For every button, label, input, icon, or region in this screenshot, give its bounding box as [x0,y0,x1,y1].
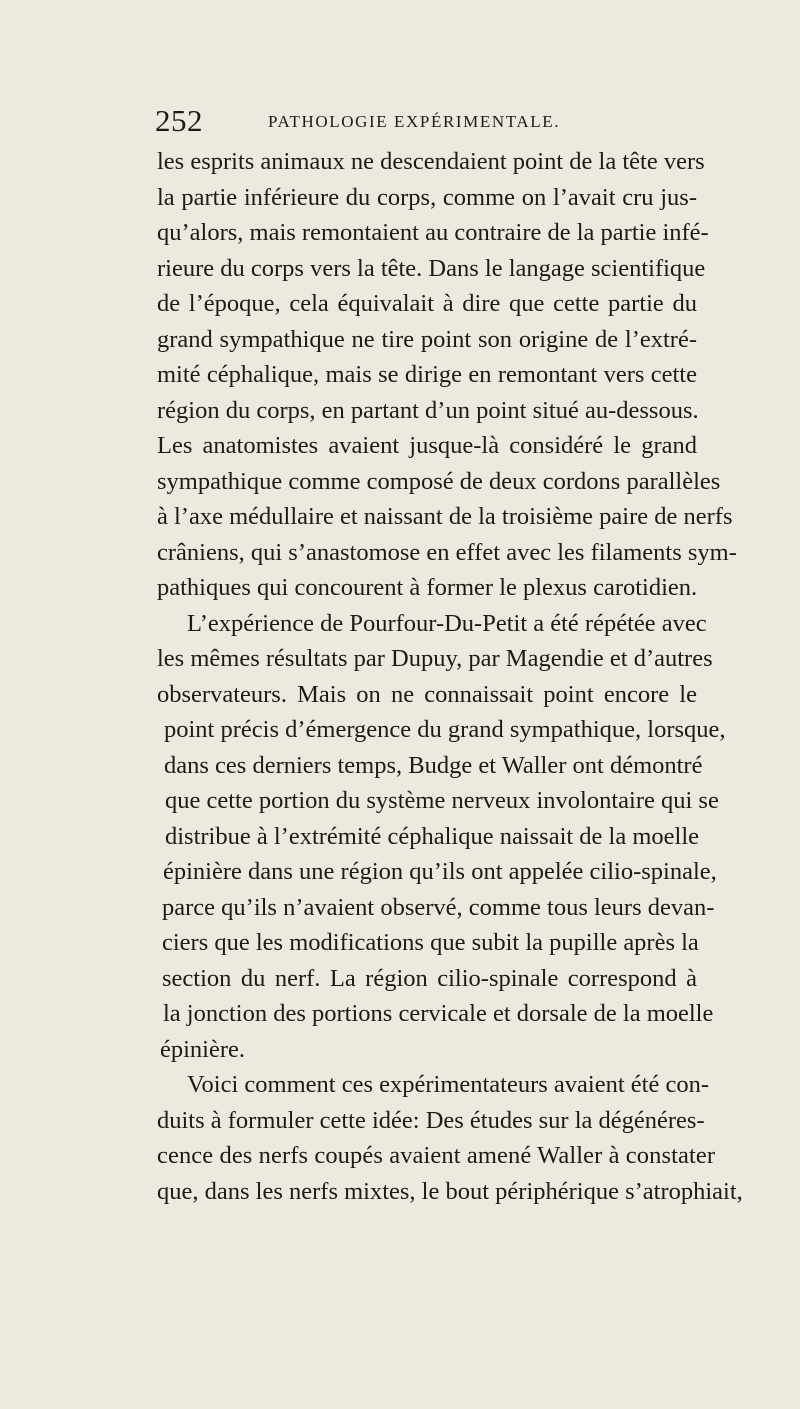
text-line: section du nerf. La région cilio-spinale correspond à [162,964,697,992]
page-number: 252 [155,103,203,138]
text-line: rieure du corps vers la tête. Dans le langage scientifique [157,254,706,282]
text-line: Voici comment ces expérimentateurs avaient été con- [187,1071,710,1098]
text-line: la jonction des portions cervicale et dorsale de la moelle [163,1000,714,1027]
text-line: que, dans les nerfs mixtes, le bout périphérique s’atrophiait, [157,1177,743,1205]
text-line: ciers que les modifications que subit la pupille après la [162,929,699,956]
text-line: grand sympathique ne tire point son origine de l’extré- [157,325,697,353]
text-line: de l’époque, cela équivalait à dire que cette partie du [157,290,697,317]
text-line: Les anatomistes avaient jusque-là considéré le grand [157,432,697,459]
text-line: dans ces derniers temps, Budge et Waller ont démontré [164,751,703,779]
page-header [155,101,705,141]
text-line: que cette portion du système nerveux involontaire qui se [165,787,719,814]
text-line: cence des nerfs coupés avaient amené Waller à constater [157,1142,716,1169]
text-line: parce qu’ils n’avaient observé, comme tous leurs devan- [162,893,715,921]
text-line: les mêmes résultats par Dupuy, par Magendie et d’autres [157,645,713,672]
text-line: distribue à l’extrémité céphalique naissait de la moelle [165,822,700,850]
text-line: observateurs. Mais on ne connaissait point encore le [157,680,697,708]
running-title: PATHOLOGIE EXPÉRIMENTALE. [268,112,561,131]
text-line: crâniens, qui s’anastomose en effet avec les filaments sym- [157,538,737,566]
text-line: région du corps, en partant d’un point situé au-dessous. [157,396,699,424]
text-line: sympathique comme composé de deux cordons parallèles [157,467,721,495]
text-line: duits à formuler cette idée: Des études sur la dégénéres- [157,1106,705,1134]
text-line: mité céphalique, mais se dirige en remontant vers cette [157,361,697,388]
text-line: la partie inférieure du corps, comme on l’avait cru jus- [157,183,697,211]
text-line: point précis d’émergence du grand sympathique, lorsque, [164,716,726,743]
text-line: les esprits animaux ne descendaient point de la tête vers [157,148,705,175]
text-line: épinière dans une région qu’ils ont appelée cilio-spinale, [163,858,717,885]
text-line: pathiques qui concourent à former le plexus carotidien. [157,574,698,601]
text-line: qu’alors, mais remontaient au contraire de la partie infé- [157,219,709,246]
body-text [157,144,743,1209]
text-line: L’expérience de Pourfour-Du-Petit a été répétée avec [187,609,707,637]
text-line: épinière. [160,1035,246,1063]
text-line: à l’axe médullaire et naissant de la troisième paire de nerfs [157,503,733,530]
